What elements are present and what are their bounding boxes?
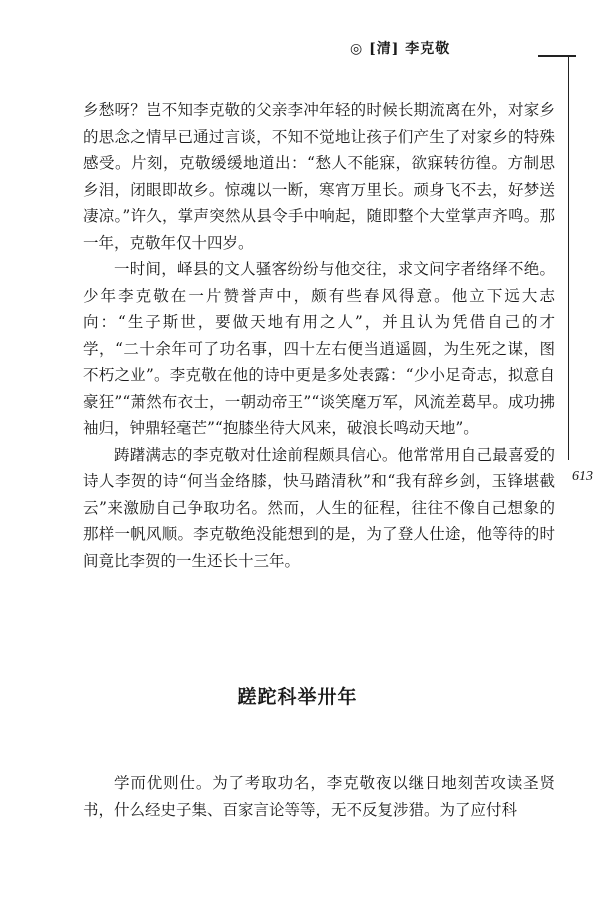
running-header: ◎ [清] 李克敬 (350, 41, 451, 57)
section-title: 蹉跎科举卅年 (237, 686, 358, 708)
body-text (83, 97, 555, 574)
header-rule (538, 55, 576, 57)
paragraph: 踌躇满志的李克敬对仕途前程颇具信心。他常常用自己最喜爱的诗人李贺的诗“何当金络膝，快马踏清秋”和“我有辞乡剑，玉锋堪截云”来激励自己争取功名。然而，人生的征程，往往不像自己想象的那样一帆风顺。李克敬绝没能想到的是，为了登人仕途，他等待的时间竟比李贺的一生还长十三年。 (83, 445, 555, 570)
paragraph: 一时间，峄县的文人骚客纷纷与他交往，求文问字者络绎不绝。少年李克敬在一片赞誉声中，颇有些春风得意。他立下远大志向：“生子斯世，要做天地有用之人”，并且认为凭借自己的才学，“二十余年可了功名事，四十左右便当逍遥圆，为生死之谋，图不朽之业”。李克敬在他的诗中更是多处表露：“少小足奇志，拟意自豪狂”“萧然布衣士，一朝动帝王”“谈笑麾万军，风流差葛早。成功拂袖归，钟鼎轻毫芒”“抱膝坐待大风来，破浪长鸣动天地”。 (83, 260, 555, 437)
paragraph: 乡愁呀？岂不知李克敬的父亲李冲年轻的时候长期流离在外，对家乡的思念之情早已通过言谈，不知不觉地让孩子们产生了对家乡的特殊感受。片刻，克敬缓缓地道出：“愁人不能寐，欲寐转彷徨。方制思乡泪，闭眼即故乡。惊魂以一断，寒宵万里长。顽身飞不去，好梦送凄凉。”许久，掌声突然从县令手中响起，随即整个大堂掌声齐鸣。那一年，克敬年仅十四岁。 (83, 101, 555, 252)
paragraph: 学而优则仕。为了考取功名，李克敬夜以继日地刻苦攻读圣贤书，什么经史子集、百家言论等等，无不反复涉猎。为了应付科 (83, 774, 555, 819)
page-number: 613 (572, 469, 593, 484)
section-body-text (83, 770, 555, 823)
margin-rule (568, 55, 569, 460)
